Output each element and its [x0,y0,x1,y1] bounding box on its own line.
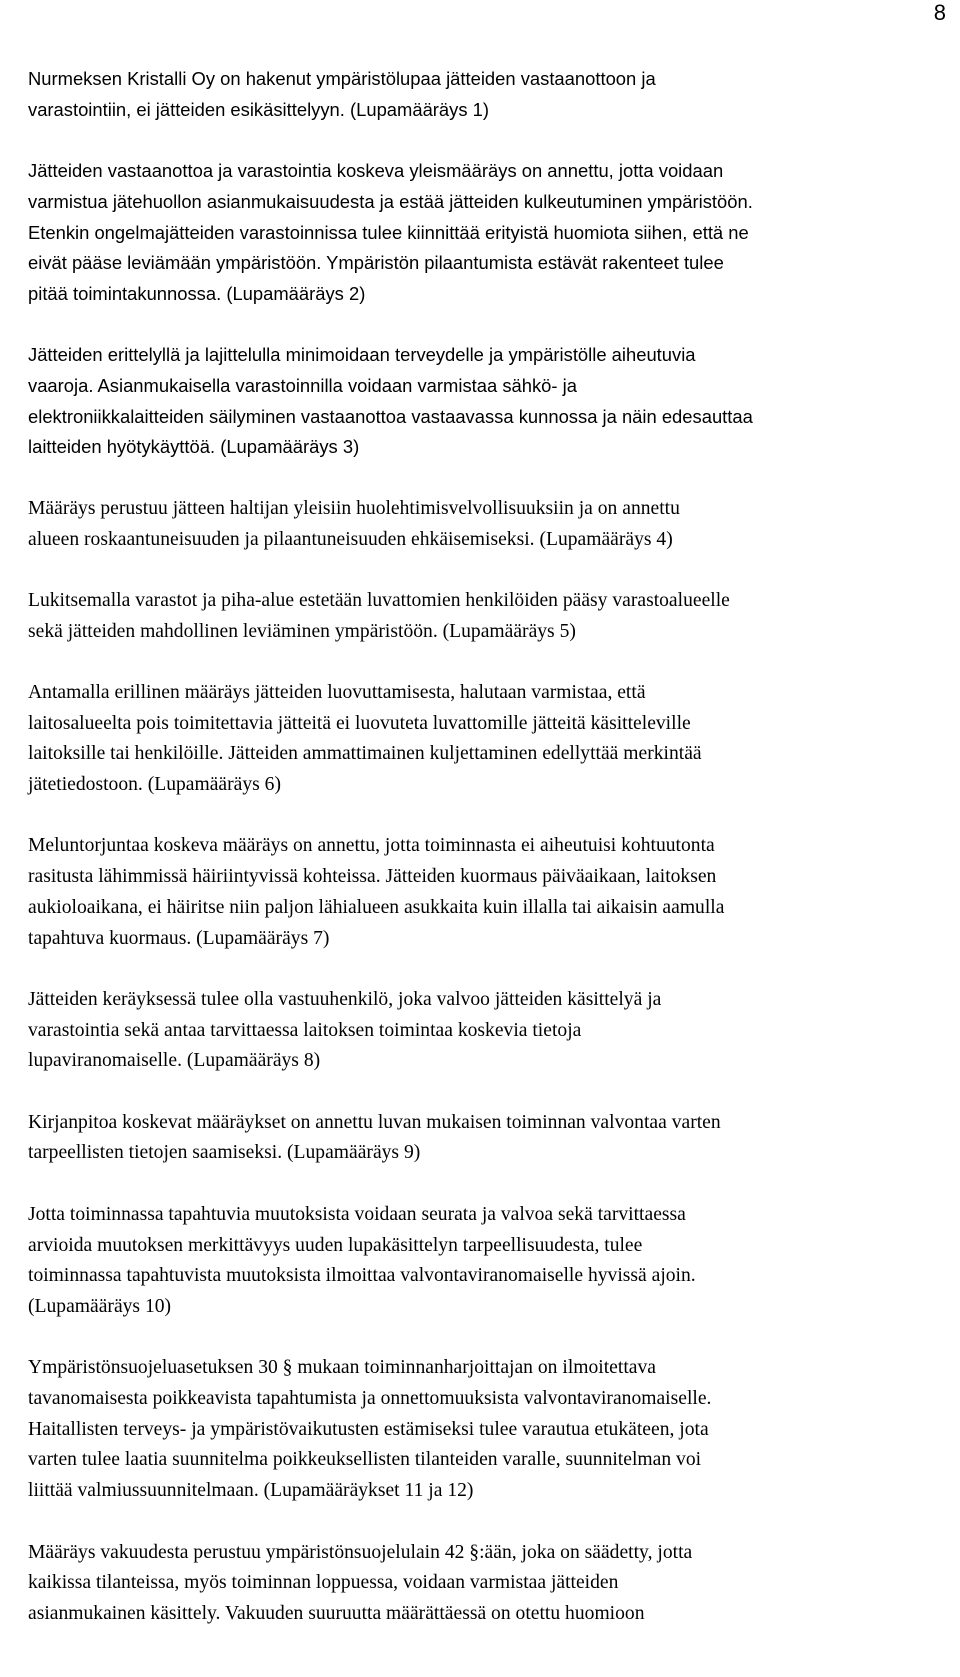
text-line: elektroniikkalaitteiden säilyminen vastaanottoa vastaavassa kunnossa ja näin edesauttaa [28,405,753,427]
text-line: Haitallisten terveys- ja ympäristövaikutusten estämiseksi tulee varautua etukäteen, jota [28,1418,709,1440]
text-line: Jätteiden erittelyllä ja lajittelulla minimoidaan terveydelle ja ympäristölle aiheutuvia [28,344,696,366]
text-line: eivät pääse leviämään ympäristöön. Ympäristön pilaantumista estävät rakenteet tulee [28,252,724,274]
paragraph [28,1108,928,1169]
text-line: Nurmeksen Kristalli Oy on hakenut ympäristölupaa jätteiden vastaanottoon ja [28,68,656,89]
text-line: Etenkin ongelmajätteiden varastoinnissa tulee kiinnittää erityistä huomiota siihen, että ne [28,221,749,243]
text-line: laitoksille tai henkilöille. Jätteiden ammattimainen kuljettaminen edellyttää merkintää [28,743,702,765]
text-line: Kirjanpitoa koskevat määräykset on annettu luvan mukaisen toiminnan valvontaa varten [28,1111,721,1133]
text-line: tapahtuva kuormaus. (Lupamääräys 7) [28,927,330,949]
paragraph [28,985,928,1077]
text-line: varmistua jätehuollon asianmukaisuudesta ja estää jätteiden kulkeutuminen ympäristöön. [28,190,753,212]
text-line: arvioida muutoksen merkittävyys uuden lupakäsittelyn tarpeellisuudesta, tulee [28,1234,643,1256]
text-line: Antamalla erillinen määräys jätteiden luovuttamisesta, halutaan varmistaa, että [28,681,646,703]
text-line: asianmukainen käsittely. Vakuuden suuruutta määrättäessä on otettu huomioon [28,1602,645,1624]
text-line: Jätteiden keräyksessä tulee olla vastuuhenkilö, joka valvoo jätteiden käsittelyä ja [28,988,662,1010]
text-line: alueen roskaantuneisuuden ja pilaantuneisuuden ehkäisemiseksi. (Lupamääräys 4) [28,528,673,550]
page-number: 8 [933,0,946,25]
text-line: Jotta toiminnassa tapahtuvia muutoksista voidaan seurata ja valvoa sekä tarvittaessa [28,1203,686,1225]
text-line: varastointia sekä antaa tarvittaessa laitoksen toimintaa koskevia tietoja [28,1019,582,1041]
text-line: (Lupamääräys 10) [28,1295,172,1317]
document-body [28,64,928,1660]
text-line: lupaviranomaiselle. (Lupamääräys 8) [28,1050,321,1072]
paragraph [28,1353,928,1507]
text-line: Ympäristönsuojeluasetuksen 30 § mukaan toiminnanharjoittajan on ilmoitettava [28,1357,656,1379]
text-line: jätetiedostoon. (Lupamääräys 6) [28,774,281,796]
text-line: varten tulee laatia suunnitelma poikkeuksellisten tilanteiden varalle, suunnitelman voi [28,1449,702,1471]
text-line: sekä jätteiden mahdollinen leviäminen ympäristöön. (Lupamääräys 5) [28,620,576,642]
text-line: rasitusta lähimmissä häiriintyvissä kohteissa. Jätteiden kuormaus päiväaikaan, laitoksen [28,866,717,888]
text-line: Lukitsemalla varastot ja piha-alue estetään luvattomien henkilöiden pääsy varastoalueelle [28,589,730,611]
text-line: toiminnassa tapahtuvista muutoksista ilmoittaa valvontaviranomaiselle hyvissä ajoin. [28,1265,696,1287]
text-line: Meluntorjuntaa koskeva määräys on annettu, jotta toiminnasta ei aiheutuisi kohtuutonta [28,835,715,857]
paragraph [28,340,928,463]
paragraph [28,64,928,125]
text-line: kaikissa tilanteissa, myös toiminnan loppuessa, voidaan varmistaa jätteiden [28,1572,619,1594]
paragraph [28,1538,928,1630]
text-line: tarpeellisten tietojen saamiseksi. (Lupamääräys 9) [28,1142,421,1164]
text-line: Määräys perustuu jätteen haltijan yleisiin huolehtimisvelvollisuuksiin ja on annettu [28,497,680,519]
text-line: laitteiden hyötykäyttöä. (Lupamääräys 3) [28,436,360,458]
text-line: varastointiin, ei jätteiden esikäsittelyyn. (Lupamääräys 1) [28,98,490,120]
paragraph [28,831,928,954]
paragraph [28,678,928,801]
text-line: liittää valmiussuunnitelmaan. (Lupamääräykset 11 ja 12) [28,1480,474,1502]
text-line: laitosalueelta pois toimitettavia jätteitä ei luovuteta luvattomille jätteitä käsitteleville [28,712,691,734]
text-line: Jätteiden vastaanottoa ja varastointia koskeva yleismääräys on annettu, jotta voidaan [28,160,724,182]
text-line: pitää toimintakunnossa. (Lupamääräys 2) [28,282,366,304]
text-line: aukioloaikana, ei häiritse niin paljon lähialueen asukkaita kuin illalla tai aikaisin aamulla [28,896,725,918]
text-line: Määräys vakuudesta perustuu ympäristönsuojelulain 42 §:ään, joka on säädetty, jotta [28,1541,693,1563]
text-line: tavanomaisesta poikkeavista tapahtumista ja onnettomuuksista valvontaviranomaiselle. [28,1388,712,1410]
paragraph [28,156,928,310]
text-line: vaaroja. Asianmukaisella varastoinnilla voidaan varmistaa sähkö- ja [28,375,577,396]
paragraph [28,494,928,555]
paragraph [28,586,928,647]
paragraph [28,1200,928,1323]
